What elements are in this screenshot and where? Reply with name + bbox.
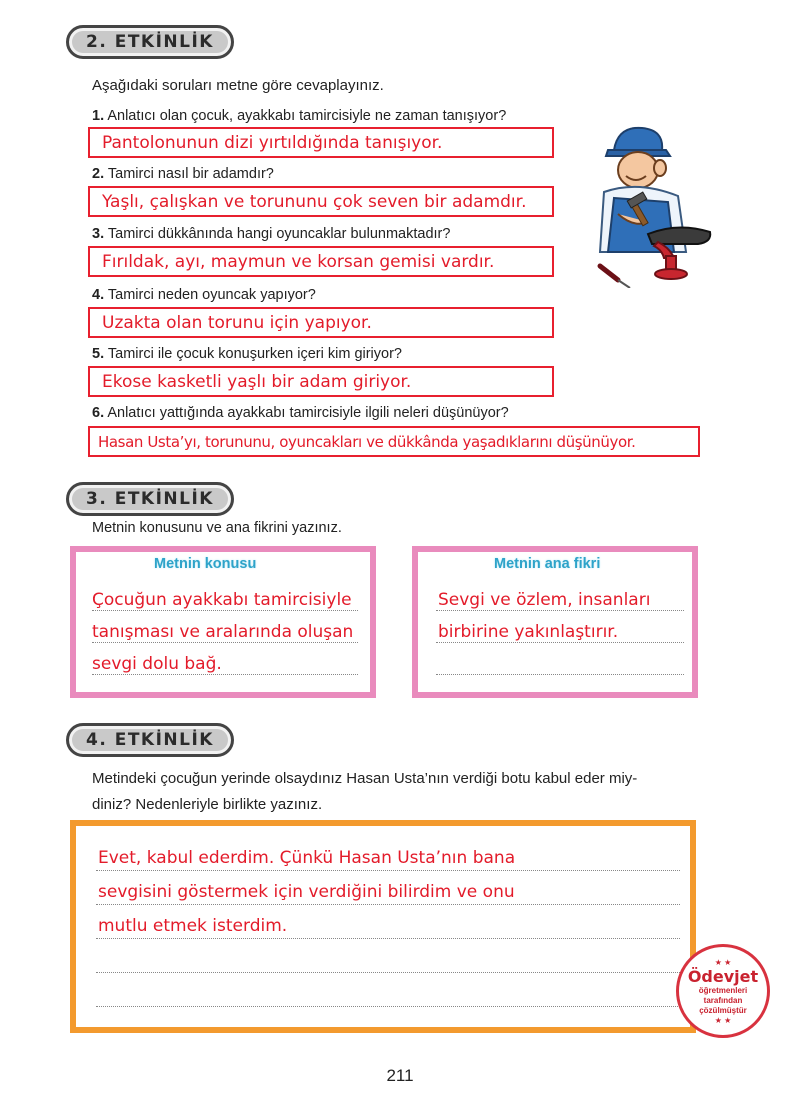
question-4: 4. Tamirci neden oyuncak yapıyor? <box>92 287 316 303</box>
section-3-title: 3. ETKİNLİK <box>66 482 234 516</box>
answer-rule-4 <box>96 972 680 973</box>
section-4-instruction-2: diniz? Nedenleriyle birlikte yazınız. <box>92 796 323 813</box>
question-5: 5. Tamirci ile çocuk konuşurken içeri kim giriyor? <box>92 346 402 362</box>
answer-line-3: mutlu etmek isterdim. <box>98 916 288 936</box>
topic-line-3: sevgi dolu bağ. <box>92 654 222 674</box>
topic-rule-2 <box>92 642 358 643</box>
section-4-instruction-1: Metindeki çocuğun yerinde olsaydınız Hasan Usta’nın verdiği botu kabul eder miy- <box>92 770 638 787</box>
answer-3: Fırıldak, ayı, maymun ve korsan gemisi vardır. <box>88 246 554 277</box>
main-idea-line-2: birbirine yakınlaştırır. <box>438 622 619 642</box>
stamp-brand: Ödevjet <box>687 966 759 986</box>
main-idea-rule-3 <box>436 674 684 675</box>
odevjet-stamp <box>676 944 770 1038</box>
section-3-instruction: Metnin konusunu ve ana fikrini yazınız. <box>92 520 342 536</box>
main-idea-heading: Metnin ana fikri <box>494 556 601 572</box>
answer-1: Pantolonunun dizi yırtıldığında tanışıyor. <box>88 127 554 158</box>
topic-rule-3 <box>92 674 358 675</box>
main-idea-rule-2 <box>436 642 684 643</box>
question-3: 3. Tamirci dükkânında hangi oyuncaklar bulunmaktadır? <box>92 226 451 242</box>
section-2-title: 2. ETKİNLİK <box>66 25 234 59</box>
main-idea-line-1: Sevgi ve özlem, insanları <box>438 590 651 610</box>
section-2-instruction: Aşağıdaki soruları metne göre cevaplayınız. <box>92 77 384 94</box>
topic-heading: Metnin konusu <box>154 556 257 572</box>
answer-4: Uzakta olan torunu için yapıyor. <box>88 307 554 338</box>
question-1: 1. Anlatıcı olan çocuk, ayakkabı tamircisiyle ne zaman tanışıyor? <box>92 108 507 124</box>
answer-rule-5 <box>96 1006 680 1007</box>
topic-box <box>70 546 376 698</box>
page-number: 211 <box>386 1066 414 1085</box>
question-6: 6. Anlatıcı yattığında ayakkabı tamircisiyle ilgili neleri düşünüyor? <box>92 405 509 421</box>
answer-rule-2 <box>96 904 680 905</box>
topic-line-2: tanışması ve aralarında oluşan <box>92 622 354 642</box>
answer-line-1: Evet, kabul ederdim. Çünkü Hasan Usta’nın bana <box>98 848 516 868</box>
answer-rule-3 <box>96 938 680 939</box>
star-icon: ★ ★ <box>714 1015 732 1025</box>
question-2: 2. Tamirci nasıl bir adamdır? <box>92 166 274 182</box>
answer-box <box>70 820 696 1033</box>
star-icon: ★ ★ <box>714 957 732 967</box>
stamp-line-1: öğretmenleri <box>698 985 748 995</box>
stamp-line-2: tarafından <box>703 995 743 1005</box>
answer-line-2: sevgisini göstermek için verdiğini bilirdim ve onu <box>98 882 515 902</box>
topic-line-1: Çocuğun ayakkabı tamircisiyle <box>92 590 352 610</box>
topic-rule-1 <box>92 610 358 611</box>
main-idea-box <box>412 546 698 698</box>
stamp-line-3: çözülmüştür <box>699 1005 747 1015</box>
answer-rule-1 <box>96 870 680 871</box>
shoemaker-illustration <box>578 118 718 288</box>
answer-6: Hasan Usta’yı, torununu, oyuncakları ve dükkânda yaşadıklarını düşünüyor. <box>88 426 700 457</box>
answer-5: Ekose kasketli yaşlı bir adam giriyor. <box>88 366 554 397</box>
answer-2: Yaşlı, çalışkan ve torununu çok seven bir adamdır. <box>88 186 554 217</box>
main-idea-rule-1 <box>436 610 684 611</box>
section-4-title: 4. ETKİNLİK <box>66 723 234 757</box>
